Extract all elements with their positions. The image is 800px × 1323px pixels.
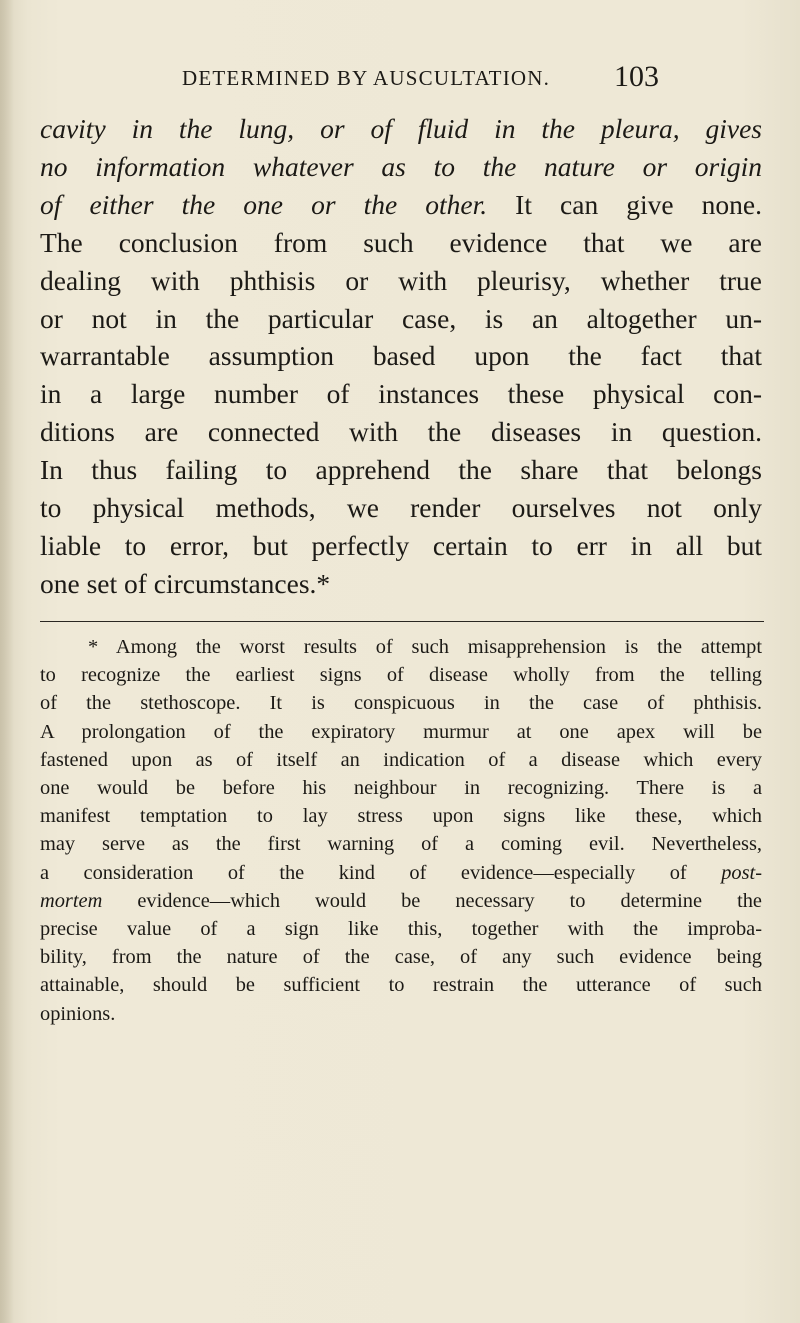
running-head: DETERMINED BY AUSCULTATION. [182,66,551,90]
footnote-line: manifest temptation to lay stress upon signs like these, which [40,805,762,828]
text-line: cavity in the lung, or of fluid in the pleura, gives [40,113,762,144]
footnote-line: fastened upon as of itself an indication of a disease which every [40,748,762,771]
footnote-line: attainable, should be sufficient to restrain the utterance of such [40,974,762,997]
footnote-line: mortem evidence—which would be necessary to determine the [40,889,762,912]
text-line: The conclusion from such evidence that we are [40,226,762,258]
text-line: in a large number of instances these physical con- [40,378,762,410]
text-line: to physical methods, we render ourselves not only [40,492,762,524]
text-line: In thus failing to apprehend the share that belongs [40,454,762,486]
footnote-line: A prolongation of the expiratory murmur at one apex will be [40,720,762,743]
footnote-line: one would be before his neighbour in recognizing. There is a [40,777,762,800]
page-number: 103 [614,60,659,93]
footnote-line: * Among the worst results of such misapprehension is the attempt [88,636,762,658]
main-text [40,110,762,603]
footnote-line: may serve as the first warning of a coming evil. Nevertheless, [40,833,762,856]
footnote-line: bility, from the nature of the case, of any such evidence being [40,946,762,969]
text-line: no information whatever as to the nature or origin [40,150,762,182]
text-line: ditions are connected with the diseases in question. [40,416,762,448]
footnote-divider [40,621,764,622]
text-line: of either the one or the other. It can give none. [40,188,762,220]
text-line: one set of circumstances.* [40,567,331,599]
text-line: dealing with phthisis or with pleurisy, whether true [40,264,762,296]
text-line: warrantable assumption based upon the fact that [40,340,762,372]
footnote [40,633,762,1028]
footnote-line: of the stethoscope. It is conspicuous in the case of phthisis. [40,692,762,715]
footnote-line: to recognize the earliest signs of disease wholly from the telling [40,664,762,687]
footnote-line: a consideration of the kind of evidence—especially of post- [40,861,762,884]
text-line: or not in the particular case, is an altogether un- [40,302,762,334]
footnote-line: precise value of a sign like this, together with the improba- [40,918,762,941]
page-gutter-shadow [0,0,14,1323]
footnote-line: opinions. [40,1002,116,1025]
text-line: liable to error, but perfectly certain to err in all but [40,529,762,561]
